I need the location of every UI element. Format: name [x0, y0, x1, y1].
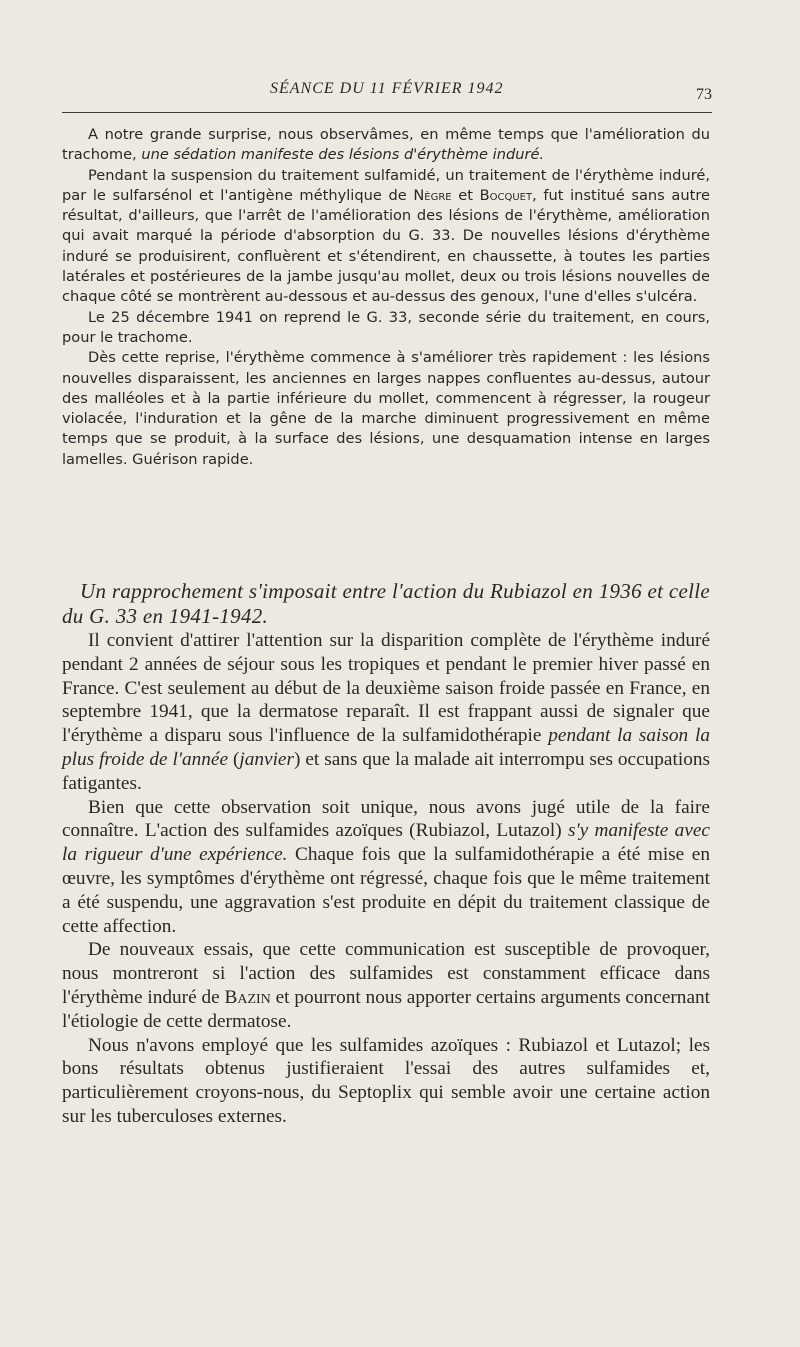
text-run: (: [228, 748, 240, 770]
text-run: De nouveaux essais, que cette communication est susceptible de provoquer, nous montreront si l'action des sulfamides est constamment efficace dans l'érythème induré de: [62, 939, 710, 1008]
emphasis-text: s'y manifeste avec la rigueur d'une expérience.: [62, 820, 710, 866]
text-run: , fut institué sans autre résultat, d'ailleurs, que l'arrêt de l'amélioration des lésions de l'érythème, amélioration qui avait marqué la période d'absorption du G. 33. De nouvelles lésions d'érythème induré se produisirent, confluèrent et s'étendirent, en chaussette, à toutes les parties latérales et postérieures de la jambe jusqu'au mollet, deux ou trois lésions nouvelles de chaque côté se montrèrent au-dessous et au-dessus des genoux, l'une d'elles s'ulcéra.: [62, 186, 710, 306]
paragraph: Nous n'avons employé que les sulfamides azoïques : Rubiazol et Lutazol; les bons résultats obtenus justifieraient l'essai des autres sulfamides et, particulièrement croyons-nous, du Septoplix qui semble avoir une certaine action sur les tuberculoses externes.: [62, 1034, 710, 1127]
section-heading: Un rapprochement s'imposait entre l'action du Rubiazol en 1936 et celle du G. 33 en 1941-1942.: [62, 579, 710, 628]
paragraph: Dès cette reprise, l'érythème commence à s'améliorer très rapidement : les lésions nouvelles disparaissent, les anciennes en larges nappes confluentes au-dessus, autour des malléoles et à la partie inférieure du mollet, commencent à régresser, la rougeur violacée, l'induration et la gêne de la marche diminuent progressivement en même temps que se produit, à la surface des lésions, une desquamation intense en larges lamelles. Guérison rapide.: [62, 349, 710, 468]
paragraph: [62, 938, 710, 1033]
text-run: et: [451, 186, 480, 204]
running-head: SÉANCE DU 11 FÉVRIER 1942: [270, 80, 504, 97]
emphasis-text: pendant la saison la plus froide de l'année: [62, 725, 710, 770]
paragraph: Le 25 décembre 1941 on reprend le G. 33, seconde série du traitement, en cours, pour le trachome.: [62, 308, 710, 346]
author-name: Bazin: [224, 986, 271, 1008]
author-name: Nègre: [413, 186, 452, 204]
observation-text: [62, 125, 710, 470]
text-run: Bien que cette observation soit unique, nous avons jugé utile de la faire connaître. L'action des sulfamides azoïques (Rubiazol, Lutazol): [62, 796, 710, 842]
paragraph: [62, 629, 710, 796]
text-run: et pourront nous apporter certains arguments concernant l'étiologie de cette dermatose.: [62, 986, 710, 1032]
text-run: A notre grande surprise, nous observâmes, en même temps que l'amélioration du trachome,: [62, 126, 710, 164]
author-name: Bocquet: [479, 186, 533, 204]
emphasis-text: janvier: [239, 748, 294, 770]
page-header: [62, 78, 712, 113]
paragraph: [62, 125, 710, 166]
text-run: ) et sans que la malade ait interrompu ses occupations fatigantes.: [62, 748, 710, 794]
text-run: Pendant la suspension du traitement sulfamidé, un traitement de l'érythème induré, par le sulfarsénol et l'antigène méthylique de: [62, 166, 710, 204]
discussion-text: [62, 579, 710, 1129]
paragraph: [62, 166, 710, 308]
page-number: 73: [696, 86, 712, 103]
paragraph: [62, 796, 710, 939]
text-run: Il convient d'attirer l'attention sur la disparition complète de l'érythème induré pendant 2 années de séjour sous les tropiques et pendant le premier hiver passé en France. C'est seulement au début de la deuxième saison froide passée en France, en septembre 1941, que la dermatose reparaît. Il est frappant aussi de signaler que l'érythème a disparu sous l'influence de la sulfamidothérapie: [62, 630, 710, 747]
text-run: Chaque fois que la sulfamidothérapie a été mise en œuvre, les symptômes d'érythème ont régressé, chaque fois que le même traitement a été suspendu, une aggravation s'est produite en dépit du traitement classique de cette affection.: [62, 844, 711, 937]
emphasis-text: une sédation manifeste des lésions d'érythème induré.: [141, 146, 545, 164]
